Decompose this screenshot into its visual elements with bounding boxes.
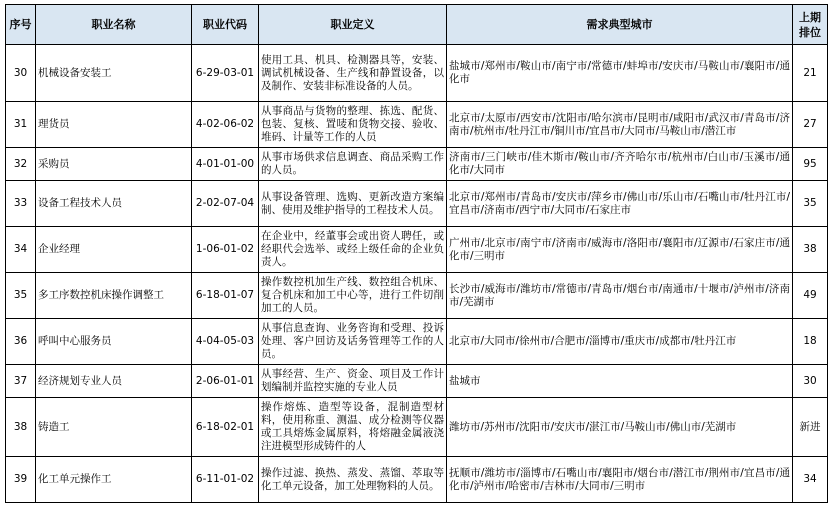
table-row [6,45,828,102]
table-row [6,319,828,365]
header-previous-rank-line2: 排位 [799,25,821,39]
cell-occupation-name: 铸造工 [36,398,192,457]
occupation-table-container [5,4,827,503]
table-row [6,365,828,398]
cell-definition: 从事信息查询、业务咨询和受理、投诉处理、客户回访及话务管理等工作的人员。 [259,319,447,365]
header-occupation-name: 职业名称 [36,5,192,45]
cell-typical-cities: 北京市/郑州市/青岛市/安庆市/萍乡市/佛山市/乐山市/石嘴山市/牡丹江市/宜昌市/济南市/西宁市/大同市/石家庄市 [447,181,793,227]
cell-typical-cities: 济南市/三门峡市/佳木斯市/鞍山市/齐齐哈尔市/杭州市/白山市/玉溪市/通化市/大同市 [447,148,793,181]
header-typical-cities: 需求典型城市 [447,5,793,45]
cell-occupation-code: 2-06-01-01 [192,365,259,398]
cell-typical-cities: 北京市/大同市/徐州市/合肥市/淄博市/重庆市/成都市/牡丹江市 [447,319,793,365]
header-previous-rank-line1: 上期 [799,10,821,24]
cell-previous-rank: 49 [793,273,828,319]
cell-previous-rank: 34 [793,457,828,503]
cell-typical-cities: 北京市/太原市/西安市/沈阳市/哈尔滨市/昆明市/咸阳市/武汉市/青岛市/济南市/杭州市/牡丹江市/铜川市/宜昌市/大同市/马鞍山市/潜江市 [447,102,793,148]
cell-no: 35 [6,273,36,319]
table-row [6,273,828,319]
cell-previous-rank: 27 [793,102,828,148]
cell-definition: 从事商品与货物的整理、拣选、配货、包装、复核、置唛和货物交接、验收、堆码、计量等工作的人员 [259,102,447,148]
cell-occupation-name: 采购员 [36,148,192,181]
cell-previous-rank: 38 [793,227,828,273]
cell-occupation-code: 4-02-06-02 [192,102,259,148]
cell-occupation-code: 2-02-07-04 [192,181,259,227]
cell-occupation-code: 4-04-05-03 [192,319,259,365]
cell-occupation-name: 设备工程技术人员 [36,181,192,227]
cell-previous-rank: 18 [793,319,828,365]
cell-occupation-name: 呼叫中心服务员 [36,319,192,365]
cell-previous-rank: 新进 [793,398,828,457]
cell-definition: 操作数控机加生产线、数控组合机床、复合机床和加工中心等，进行工件切削加工的人员。 [259,273,447,319]
cell-no: 33 [6,181,36,227]
cell-no: 36 [6,319,36,365]
cell-occupation-name: 多工序数控机床操作调整工 [36,273,192,319]
table-row [6,398,828,457]
header-occupation-definition: 职业定义 [259,5,447,45]
cell-typical-cities: 盐城市 [447,365,793,398]
cell-typical-cities: 长沙市/威海市/潍坊市/常德市/青岛市/烟台市/南通市/十堰市/泸州市/济南市/芜湖市 [447,273,793,319]
cell-typical-cities: 潍坊市/苏州市/沈阳市/安庆市/湛江市/马鞍山市/佛山市/芜湖市 [447,398,793,457]
cell-definition: 从事市场供求信息调查、商品采购工作的人员。 [259,148,447,181]
cell-no: 37 [6,365,36,398]
table-header-row [6,5,828,45]
cell-occupation-code: 6-11-01-02 [192,457,259,503]
cell-definition: 从事经营、生产、资金、项目及工作计划编制并监控实施的专业人员 [259,365,447,398]
cell-occupation-name: 经济规划专业人员 [36,365,192,398]
cell-occupation-name: 理货员 [36,102,192,148]
cell-occupation-name: 机械设备安装工 [36,45,192,102]
cell-no: 32 [6,148,36,181]
cell-typical-cities: 广州市/北京市/南宁市/济南市/威海市/洛阳市/襄阳市/辽源市/石家庄市/通化市/三明市 [447,227,793,273]
cell-definition: 操作熔炼、造型等设备，混制造型材料，使用称重、测温、成分检测等仪器或工具熔炼金属原料，将熔融金属液浇注进模型形成铸件的人 [259,398,447,457]
table-row [6,102,828,148]
cell-definition: 操作过滤、换热、蒸发、蒸馏、萃取等化工单元设备，加工处理物料的人员。 [259,457,447,503]
cell-occupation-code: 6-18-02-01 [192,398,259,457]
cell-occupation-code: 6-18-01-07 [192,273,259,319]
cell-occupation-name: 企业经理 [36,227,192,273]
cell-typical-cities: 抚顺市/潍坊市/淄博市/石嘴山市/襄阳市/烟台市/潜江市/荆州市/宜昌市/通化市/泸州市/哈密市/吉林市/大同市/三明市 [447,457,793,503]
table-row [6,457,828,503]
cell-no: 39 [6,457,36,503]
cell-previous-rank: 35 [793,181,828,227]
occupation-demand-table [5,4,828,503]
cell-occupation-code: 6-29-03-01 [192,45,259,102]
cell-definition: 从事设备管理、选购、更新改造方案编制、使用及维护指导的工程技术人员。 [259,181,447,227]
cell-definition: 使用工具、机具、检测器具等，安装、调试机械设备、生产线和静置设备，以及制作、安装非标准设备的人员。 [259,45,447,102]
table-row [6,181,828,227]
cell-occupation-code: 4-01-01-00 [192,148,259,181]
header-occupation-code: 职业代码 [192,5,259,45]
cell-no: 31 [6,102,36,148]
cell-no: 38 [6,398,36,457]
header-no: 序号 [6,5,36,45]
table-row [6,227,828,273]
cell-occupation-code: 1-06-01-02 [192,227,259,273]
cell-typical-cities: 盐城市/郑州市/鞍山市/南宁市/常德市/蚌埠市/安庆市/马鞍山市/襄阳市/通化市 [447,45,793,102]
cell-no: 30 [6,45,36,102]
cell-previous-rank: 95 [793,148,828,181]
table-row [6,148,828,181]
cell-no: 34 [6,227,36,273]
header-previous-rank [793,5,828,45]
cell-previous-rank: 21 [793,45,828,102]
table-body [6,45,828,503]
cell-occupation-name: 化工单元操作工 [36,457,192,503]
cell-definition: 在企业中，经董事会或出资人聘任，或经职代会选举、或经上级任命的企业负责人。 [259,227,447,273]
cell-previous-rank: 30 [793,365,828,398]
